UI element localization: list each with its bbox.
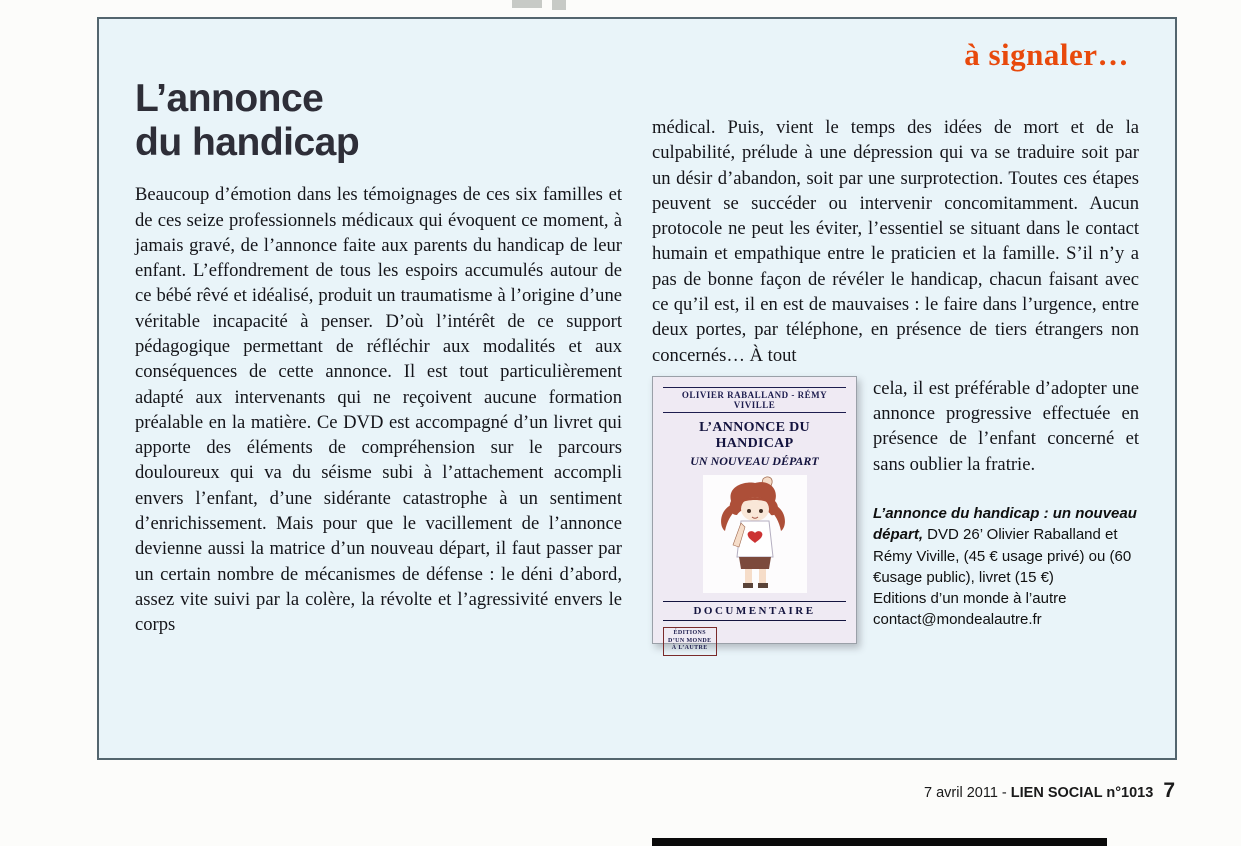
scan-noise-mark xyxy=(512,0,542,8)
caption-body: DVD 26’ Olivier Raballand et Rémy Viville, (45 € usage privé) ou (60 €usage public), livret (15 €) xyxy=(873,526,1132,586)
scan-artifact-bar xyxy=(652,838,1107,846)
caption-lead: L’annonce du handicap : un nouveau départ, xyxy=(873,504,1137,544)
media-row xyxy=(652,376,1139,652)
text-beside-image xyxy=(873,376,1139,644)
article-columns xyxy=(135,75,1139,652)
dvd-publisher-line2: D’UN MONDE xyxy=(668,637,712,644)
article-title-line2: du handicap xyxy=(135,120,360,164)
article-title-line1: L’annonce xyxy=(135,77,324,120)
left-column-text: Beaucoup d’émotion dans les témoignages de ces six familles et de ces seize professionnels médicaux qui évoquent ce moment, à jamais gravé, de l’annonce faite aux parents du handicap de leur enfant. L’effondrement de tous les espoirs accumulés autour de ce bébé rêvé et idéalisé, produit un traumatisme à l’origine d’une véritable incapacité à penser. D’où l’intérêt de ce support pédagogique permettant de réfléchir aux modalités et aux conséquences de cette annonce. Il est tout particulièrement adapté aux intervenants qui ne reçoivent aucune formation préalable en la matière. Ce DVD est accompagné d’un livret qui apporte des éléments de compréhension sur le parcours douloureux qui va du séisme subi à l’attachement accompli envers l’enfant, d’une sidérante catastrophe à un sentiment d’enrichissement. Mais pour que le vacillement de l’annonce devienne aussi la matrice d’un nouveau départ, il faut passer par un certain nombre de mécanismes de défense : le déni d’abord, assez vite suivi par la colère, la révolte et l’agressivité envers le corps xyxy=(135,184,622,636)
dvd-publisher-line1: ÉDITIONS xyxy=(673,629,707,636)
caption-contact-email: contact@mondealautre.fr xyxy=(873,611,1042,629)
caption-publisher: Editions d’un monde à l’autre xyxy=(873,590,1067,608)
section-label: à signaler… xyxy=(964,37,1129,72)
dvd-authors: OLIVIER RABALLAND - RÉMY VIVILLE xyxy=(663,387,846,413)
right-column-text-wrap: cela, il est préférable d’adopter une annonce progressive effectuée en présence de l’enfant concerné et sans oublier la fratrie. xyxy=(873,377,1139,475)
right-column xyxy=(652,75,1139,652)
right-column-text-top: médical. Puis, vient le temps des idées de mort et de la culpabilité, prélude à une dépression qui va se traduire soit par un désir d’abandon, soit par une surprotection. Toutes ces étapes peuvent se succéder ou intervenir concomitamment. Aucun protocole ne peut les éviter, l’essentiel se situant dans le contact humain et empathique entre le praticien et la famille. S’il n’y a pas de bonne façon de révéler le handicap, chacun faisant avec ce qu’il est, il en est de mauvaises : le faire dans l’urgence, entre deux portes, par téléphone, en présence de tiers étrangers non concernés… À tout xyxy=(652,117,1139,366)
dvd-genre-label: DOCUMENTAIRE xyxy=(663,601,846,621)
dvd-title: L’ANNONCE DU HANDICAP xyxy=(699,419,810,451)
dvd-cover-wrap xyxy=(652,376,857,652)
footer-journal-title: LIEN SOCIAL n°1013 xyxy=(1010,785,1154,801)
footer-page-number: 7 xyxy=(1163,779,1175,802)
dvd-publisher-line3: À L’AUTRE xyxy=(671,645,708,652)
footer-date: 7 avril 2011 - xyxy=(924,785,1011,801)
dvd-caption xyxy=(873,503,1139,631)
dvd-cover xyxy=(652,376,857,652)
dvd-subtitle: UN NOUVEAU DÉPART xyxy=(690,453,819,468)
dvd-illustration xyxy=(703,475,807,593)
article-title xyxy=(135,77,622,164)
dvd-publisher-logo xyxy=(663,627,717,656)
scan-noise-mark xyxy=(552,0,566,10)
page-footer xyxy=(924,779,1175,803)
left-column xyxy=(135,75,622,644)
article-frame xyxy=(97,17,1177,760)
dvd-illustration-drawing xyxy=(703,475,807,593)
